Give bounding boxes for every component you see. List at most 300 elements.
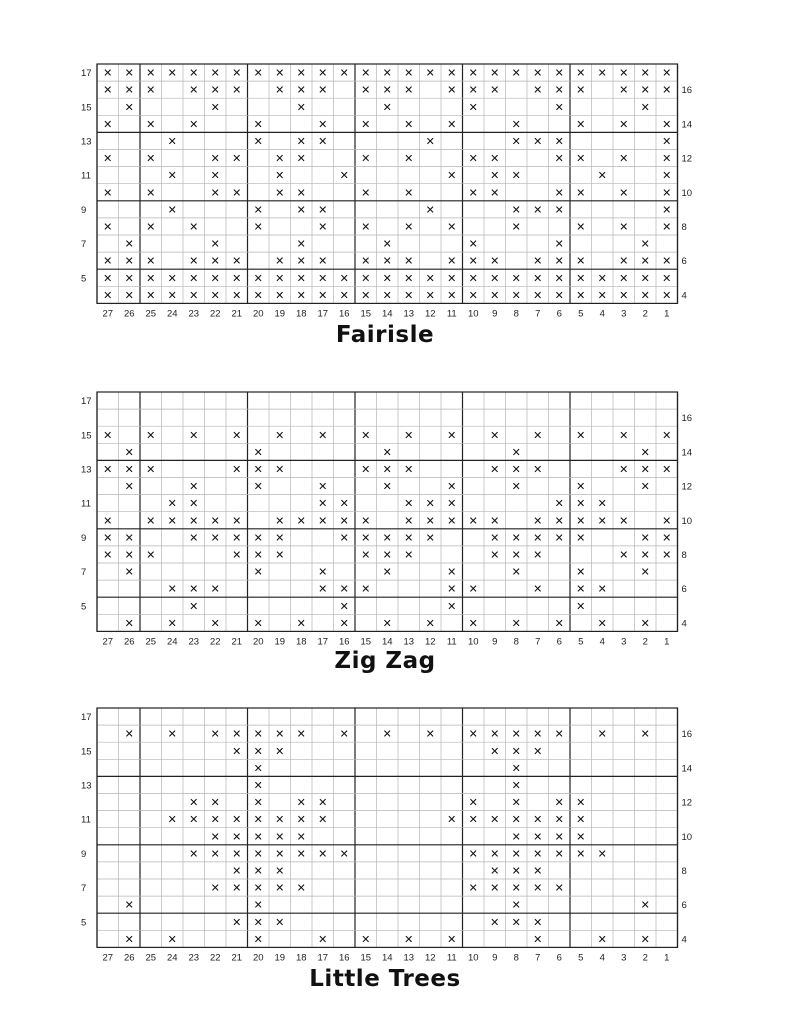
stitch-mark: ✕	[404, 66, 414, 80]
column-label: 21	[231, 636, 243, 648]
column-label: 15	[360, 308, 372, 320]
stitch-mark: ✕	[619, 186, 629, 200]
stitch-mark: ✕	[210, 83, 220, 97]
column-label: 19	[274, 308, 286, 320]
stitch-mark: ✕	[640, 531, 650, 545]
stitch-mark: ✕	[210, 847, 220, 861]
stitch-mark: ✕	[253, 778, 263, 792]
chart-grid-zig-zag	[0, 388, 800, 648]
stitch-mark: ✕	[576, 847, 586, 861]
stitch-mark: ✕	[167, 497, 177, 511]
column-label: 22	[209, 952, 221, 964]
column-label: 12	[424, 308, 436, 320]
stitch-mark: ✕	[275, 462, 285, 476]
stitch-mark: ✕	[640, 237, 650, 251]
stitch-mark: ✕	[554, 727, 564, 741]
stitch-mark: ✕	[576, 66, 586, 80]
stitch-mark: ✕	[232, 813, 242, 827]
stitch-mark: ✕	[662, 203, 672, 217]
column-label: 26	[123, 952, 135, 964]
stitch-mark: ✕	[189, 480, 199, 494]
stitch-mark: ✕	[103, 271, 113, 285]
column-label: 17	[317, 636, 329, 648]
stitch-mark: ✕	[662, 169, 672, 183]
column-label: 18	[295, 308, 307, 320]
stitch-mark: ✕	[404, 497, 414, 511]
stitch-mark: ✕	[210, 288, 220, 302]
stitch-mark: ✕	[210, 881, 220, 895]
stitch-mark: ✕	[253, 462, 263, 476]
chart-title-zig-zag: Zig Zag	[334, 648, 436, 674]
stitch-mark: ✕	[296, 186, 306, 200]
chart-little-trees	[0, 704, 800, 1034]
stitch-mark: ✕	[210, 152, 220, 166]
row-label-right: 6	[681, 900, 687, 912]
stitch-mark: ✕	[490, 813, 500, 827]
column-label: 20	[252, 952, 264, 964]
row-label-left: 5	[81, 273, 87, 285]
stitch-mark: ✕	[253, 565, 263, 579]
stitch-mark: ✕	[103, 531, 113, 545]
stitch-mark: ✕	[382, 548, 392, 562]
stitch-mark: ✕	[619, 66, 629, 80]
stitch-mark: ✕	[554, 813, 564, 827]
stitch-mark: ✕	[576, 796, 586, 810]
stitch-mark: ✕	[447, 220, 457, 234]
stitch-mark: ✕	[167, 813, 177, 827]
stitch-mark: ✕	[382, 100, 392, 114]
stitch-mark: ✕	[490, 152, 500, 166]
stitch-mark: ✕	[167, 66, 177, 80]
stitch-mark: ✕	[511, 220, 521, 234]
stitch-mark: ✕	[404, 428, 414, 442]
stitch-mark: ✕	[318, 813, 328, 827]
stitch-mark: ✕	[490, 462, 500, 476]
stitch-mark: ✕	[576, 152, 586, 166]
stitch-mark: ✕	[404, 531, 414, 545]
stitch-mark: ✕	[318, 220, 328, 234]
row-label-right: 16	[681, 729, 693, 741]
stitch-mark: ✕	[146, 117, 156, 131]
column-label: 27	[102, 636, 114, 648]
stitch-mark: ✕	[103, 254, 113, 268]
stitch-mark: ✕	[425, 271, 435, 285]
stitch-mark: ✕	[189, 220, 199, 234]
stitch-mark: ✕	[533, 813, 543, 827]
stitch-mark: ✕	[533, 727, 543, 741]
column-label: 1	[664, 952, 670, 964]
stitch-mark: ✕	[232, 83, 242, 97]
stitch-mark: ✕	[167, 271, 177, 285]
stitch-mark: ✕	[425, 727, 435, 741]
stitch-mark: ✕	[490, 915, 500, 929]
stitch-mark: ✕	[619, 428, 629, 442]
stitch-mark: ✕	[511, 778, 521, 792]
stitch-mark: ✕	[361, 462, 371, 476]
stitch-mark: ✕	[146, 66, 156, 80]
column-label: 2	[642, 952, 648, 964]
stitch-mark: ✕	[576, 582, 586, 596]
stitch-mark: ✕	[232, 271, 242, 285]
stitch-mark: ✕	[361, 117, 371, 131]
stitch-mark: ✕	[124, 254, 134, 268]
row-label-right: 8	[681, 549, 687, 561]
stitch-mark: ✕	[296, 514, 306, 528]
stitch-mark: ✕	[511, 744, 521, 758]
stitch-mark: ✕	[361, 548, 371, 562]
column-label: 10	[467, 952, 479, 964]
stitch-mark: ✕	[447, 565, 457, 579]
stitch-mark: ✕	[124, 565, 134, 579]
stitch-mark: ✕	[597, 932, 607, 946]
stitch-mark: ✕	[382, 445, 392, 459]
stitch-mark: ✕	[210, 796, 220, 810]
stitch-mark: ✕	[511, 66, 521, 80]
stitch-mark: ✕	[554, 100, 564, 114]
stitch-mark: ✕	[447, 288, 457, 302]
column-label: 9	[492, 636, 498, 648]
stitch-mark: ✕	[447, 169, 457, 183]
stitch-mark: ✕	[662, 117, 672, 131]
stitch-mark: ✕	[339, 599, 349, 613]
stitch-mark: ✕	[533, 864, 543, 878]
stitch-mark: ✕	[275, 271, 285, 285]
stitch-mark: ✕	[425, 616, 435, 630]
stitch-mark: ✕	[640, 83, 650, 97]
chart-title-little-trees: Little Trees	[309, 966, 461, 992]
stitch-mark: ✕	[468, 288, 478, 302]
stitch-mark: ✕	[361, 186, 371, 200]
stitch-mark: ✕	[146, 548, 156, 562]
stitch-mark: ✕	[382, 254, 392, 268]
chart-title-fairisle: Fairisle	[335, 322, 435, 348]
stitch-mark: ✕	[167, 727, 177, 741]
stitch-mark: ✕	[318, 796, 328, 810]
stitch-mark: ✕	[404, 254, 414, 268]
stitch-mark: ✕	[490, 744, 500, 758]
stitch-mark: ✕	[318, 497, 328, 511]
stitch-mark: ✕	[189, 599, 199, 613]
row-label-right: 4	[681, 934, 687, 946]
stitch-mark: ✕	[404, 462, 414, 476]
stitch-mark: ✕	[662, 514, 672, 528]
column-label: 14	[381, 308, 393, 320]
stitch-mark: ✕	[318, 932, 328, 946]
stitch-mark: ✕	[468, 152, 478, 166]
stitch-mark: ✕	[382, 616, 392, 630]
stitch-mark: ✕	[103, 514, 113, 528]
stitch-mark: ✕	[296, 881, 306, 895]
stitch-mark: ✕	[318, 565, 328, 579]
stitch-mark: ✕	[275, 428, 285, 442]
stitch-mark: ✕	[447, 83, 457, 97]
stitch-mark: ✕	[253, 761, 263, 775]
row-label-right: 6	[681, 584, 687, 596]
stitch-mark: ✕	[533, 134, 543, 148]
stitch-mark: ✕	[382, 462, 392, 476]
stitch-mark: ✕	[447, 66, 457, 80]
stitch-mark: ✕	[576, 813, 586, 827]
stitch-mark: ✕	[619, 548, 629, 562]
row-label-left: 17	[81, 712, 92, 724]
stitch-mark: ✕	[232, 186, 242, 200]
stitch-mark: ✕	[103, 548, 113, 562]
stitch-mark: ✕	[404, 288, 414, 302]
column-label: 11	[446, 636, 457, 648]
stitch-mark: ✕	[124, 462, 134, 476]
stitch-mark: ✕	[232, 727, 242, 741]
stitch-mark: ✕	[404, 117, 414, 131]
column-label: 11	[446, 952, 457, 964]
stitch-mark: ✕	[296, 66, 306, 80]
stitch-mark: ✕	[339, 66, 349, 80]
stitch-mark: ✕	[640, 271, 650, 285]
stitch-mark: ✕	[490, 881, 500, 895]
row-label-right: 10	[681, 187, 693, 199]
stitch-mark: ✕	[511, 796, 521, 810]
column-label: 19	[274, 636, 286, 648]
column-label: 12	[424, 636, 436, 648]
stitch-mark: ✕	[490, 727, 500, 741]
stitch-mark: ✕	[361, 66, 371, 80]
column-label: 4	[599, 308, 605, 320]
stitch-mark: ✕	[382, 288, 392, 302]
stitch-mark: ✕	[511, 881, 521, 895]
stitch-mark: ✕	[662, 152, 672, 166]
stitch-mark: ✕	[619, 288, 629, 302]
stitch-mark: ✕	[576, 599, 586, 613]
chart-zig-zag	[0, 388, 800, 718]
stitch-mark: ✕	[597, 66, 607, 80]
stitch-mark: ✕	[533, 288, 543, 302]
stitch-mark: ✕	[232, 847, 242, 861]
stitch-mark: ✕	[576, 531, 586, 545]
stitch-mark: ✕	[275, 152, 285, 166]
stitch-mark: ✕	[597, 847, 607, 861]
stitch-mark: ✕	[124, 445, 134, 459]
stitch-mark: ✕	[662, 271, 672, 285]
stitch-mark: ✕	[232, 514, 242, 528]
stitch-mark: ✕	[253, 288, 263, 302]
stitch-mark: ✕	[576, 830, 586, 844]
column-label: 17	[317, 952, 329, 964]
stitch-mark: ✕	[296, 271, 306, 285]
stitch-mark: ✕	[468, 66, 478, 80]
stitch-mark: ✕	[210, 830, 220, 844]
stitch-mark: ✕	[124, 531, 134, 545]
stitch-mark: ✕	[576, 83, 586, 97]
stitch-mark: ✕	[253, 864, 263, 878]
column-label: 24	[166, 308, 178, 320]
stitch-mark: ✕	[468, 796, 478, 810]
stitch-mark: ✕	[511, 565, 521, 579]
stitch-mark: ✕	[146, 186, 156, 200]
stitch-mark: ✕	[189, 288, 199, 302]
chart-grid-little-trees	[0, 704, 800, 964]
stitch-mark: ✕	[253, 898, 263, 912]
stitch-mark: ✕	[554, 83, 564, 97]
row-label-right: 14	[681, 447, 693, 459]
stitch-mark: ✕	[189, 254, 199, 268]
stitch-mark: ✕	[275, 66, 285, 80]
stitch-mark: ✕	[382, 531, 392, 545]
stitch-mark: ✕	[533, 514, 543, 528]
stitch-mark: ✕	[296, 727, 306, 741]
stitch-mark: ✕	[619, 83, 629, 97]
stitch-mark: ✕	[554, 514, 564, 528]
stitch-mark: ✕	[296, 152, 306, 166]
stitch-mark: ✕	[382, 83, 392, 97]
stitch-mark: ✕	[189, 531, 199, 545]
stitch-mark: ✕	[318, 203, 328, 217]
stitch-mark: ✕	[146, 288, 156, 302]
stitch-mark: ✕	[124, 100, 134, 114]
stitch-mark: ✕	[253, 134, 263, 148]
stitch-mark: ✕	[490, 66, 500, 80]
stitch-mark: ✕	[253, 117, 263, 131]
stitch-mark: ✕	[404, 186, 414, 200]
column-label: 13	[403, 636, 415, 648]
stitch-mark: ✕	[468, 582, 478, 596]
stitch-mark: ✕	[490, 186, 500, 200]
stitch-mark: ✕	[554, 271, 564, 285]
stitch-mark: ✕	[640, 727, 650, 741]
column-label: 13	[403, 952, 415, 964]
stitch-mark: ✕	[103, 220, 113, 234]
stitch-mark: ✕	[339, 847, 349, 861]
stitch-mark: ✕	[490, 271, 500, 285]
column-label: 15	[360, 952, 372, 964]
stitch-mark: ✕	[533, 254, 543, 268]
row-label-right: 10	[681, 515, 693, 527]
stitch-mark: ✕	[232, 830, 242, 844]
stitch-mark: ✕	[275, 83, 285, 97]
stitch-mark: ✕	[103, 428, 113, 442]
row-label-left: 15	[81, 746, 92, 758]
stitch-mark: ✕	[167, 932, 177, 946]
stitch-mark: ✕	[447, 117, 457, 131]
stitch-mark: ✕	[468, 100, 478, 114]
stitch-mark: ✕	[576, 271, 586, 285]
column-label: 25	[145, 952, 157, 964]
row-label-right: 12	[681, 481, 693, 493]
column-label: 20	[252, 636, 264, 648]
stitch-mark: ✕	[554, 288, 564, 302]
stitch-mark: ✕	[124, 616, 134, 630]
column-label: 5	[578, 308, 584, 320]
stitch-mark: ✕	[511, 864, 521, 878]
row-label-left: 13	[81, 780, 92, 792]
stitch-mark: ✕	[511, 616, 521, 630]
stitch-mark: ✕	[189, 796, 199, 810]
stitch-mark: ✕	[640, 288, 650, 302]
stitch-mark: ✕	[597, 497, 607, 511]
stitch-mark: ✕	[662, 186, 672, 200]
column-label: 11	[446, 308, 457, 320]
stitch-mark: ✕	[490, 288, 500, 302]
stitch-mark: ✕	[382, 271, 392, 285]
stitch-mark: ✕	[318, 254, 328, 268]
stitch-mark: ✕	[361, 83, 371, 97]
stitch-mark: ✕	[490, 83, 500, 97]
stitch-mark: ✕	[253, 847, 263, 861]
stitch-mark: ✕	[662, 462, 672, 476]
column-label: 8	[513, 636, 519, 648]
stitch-mark: ✕	[146, 271, 156, 285]
stitch-mark: ✕	[382, 727, 392, 741]
stitch-mark: ✕	[554, 830, 564, 844]
stitch-mark: ✕	[318, 83, 328, 97]
stitch-mark: ✕	[554, 847, 564, 861]
stitch-mark: ✕	[490, 254, 500, 268]
stitch-mark: ✕	[640, 254, 650, 268]
stitch-mark: ✕	[447, 514, 457, 528]
stitch-mark: ✕	[511, 445, 521, 459]
column-label: 6	[556, 952, 562, 964]
column-label: 13	[403, 308, 415, 320]
row-label-right: 4	[681, 618, 687, 630]
stitch-mark: ✕	[339, 514, 349, 528]
stitch-mark: ✕	[189, 514, 199, 528]
stitch-mark: ✕	[533, 582, 543, 596]
stitch-mark: ✕	[447, 582, 457, 596]
stitch-mark: ✕	[275, 531, 285, 545]
stitch-mark: ✕	[511, 203, 521, 217]
column-label: 6	[556, 308, 562, 320]
stitch-mark: ✕	[619, 254, 629, 268]
stitch-mark: ✕	[597, 616, 607, 630]
stitch-mark: ✕	[597, 271, 607, 285]
row-label-left: 9	[81, 848, 87, 860]
stitch-mark: ✕	[361, 254, 371, 268]
stitch-mark: ✕	[404, 271, 414, 285]
stitch-mark: ✕	[662, 548, 672, 562]
stitch-mark: ✕	[253, 915, 263, 929]
stitch-mark: ✕	[253, 616, 263, 630]
stitch-mark: ✕	[339, 531, 349, 545]
column-label: 15	[360, 636, 372, 648]
stitch-mark: ✕	[124, 932, 134, 946]
stitch-mark: ✕	[253, 548, 263, 562]
stitch-mark: ✕	[124, 548, 134, 562]
column-label: 16	[338, 308, 350, 320]
row-label-left: 11	[81, 170, 91, 182]
row-label-left: 17	[81, 396, 92, 408]
stitch-mark: ✕	[210, 582, 220, 596]
stitch-mark: ✕	[511, 548, 521, 562]
stitch-mark: ✕	[296, 796, 306, 810]
stitch-mark: ✕	[554, 254, 564, 268]
stitch-mark: ✕	[339, 288, 349, 302]
stitch-mark: ✕	[490, 169, 500, 183]
stitch-mark: ✕	[210, 514, 220, 528]
stitch-mark: ✕	[404, 548, 414, 562]
stitch-mark: ✕	[425, 66, 435, 80]
stitch-mark: ✕	[640, 480, 650, 494]
column-label: 1	[664, 636, 670, 648]
stitch-mark: ✕	[339, 271, 349, 285]
column-label: 2	[642, 636, 648, 648]
row-label-right: 12	[681, 153, 693, 165]
stitch-mark: ✕	[146, 152, 156, 166]
stitch-mark: ✕	[640, 898, 650, 912]
stitch-mark: ✕	[318, 480, 328, 494]
column-label: 23	[188, 952, 200, 964]
stitch-mark: ✕	[232, 428, 242, 442]
row-label-right: 16	[681, 85, 693, 97]
stitch-mark: ✕	[662, 428, 672, 442]
column-label: 8	[513, 952, 519, 964]
